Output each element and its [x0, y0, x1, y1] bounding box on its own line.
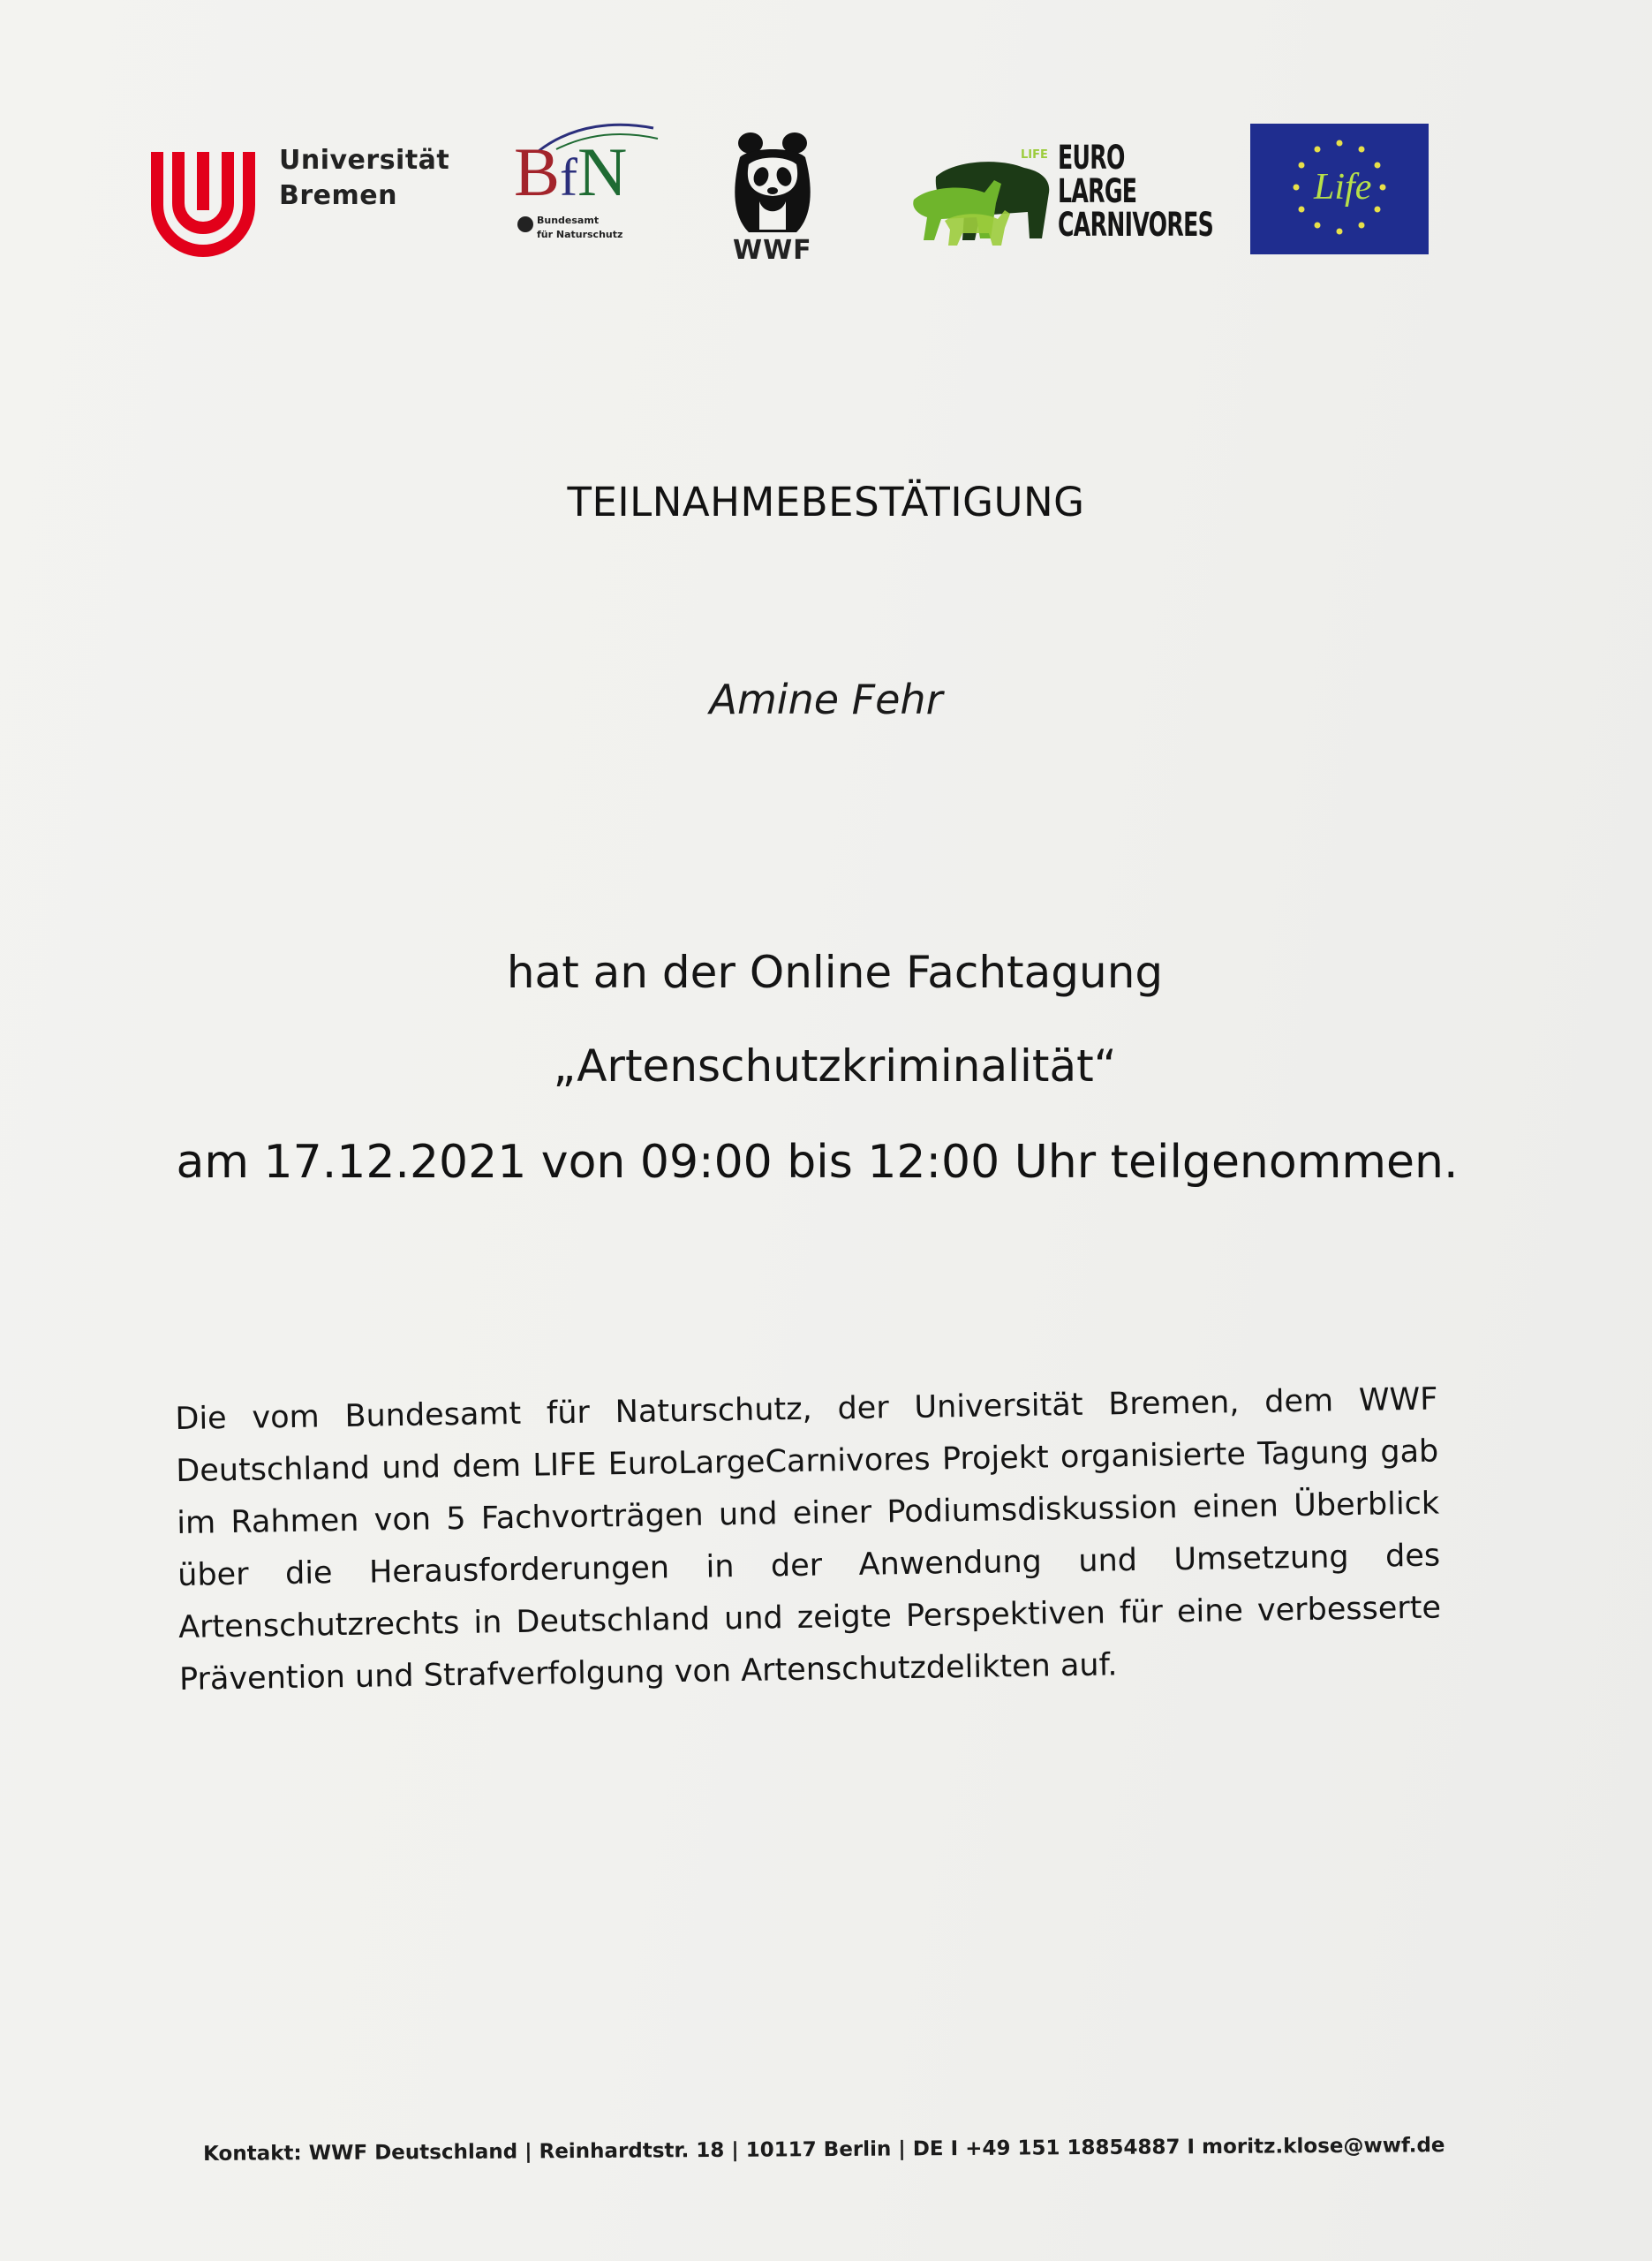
bfn-mark: BfN — [514, 133, 628, 210]
elc-text — [1058, 141, 1213, 242]
participant-name: Amine Fehr — [709, 676, 943, 723]
university-name-line1: Universität — [279, 145, 450, 176]
bfn-line1: Bundesamt — [537, 215, 600, 226]
life-tag: LIFE — [1021, 148, 1048, 162]
elc-line1: EURO — [1058, 139, 1125, 177]
statement-line2: „Artenschutzkriminalität“ — [553, 1040, 1117, 1092]
statement-line1: hat an der Online Fachtagung — [506, 947, 1164, 998]
bfn-logo — [512, 119, 653, 252]
bfn-line2: für Naturschutz — [537, 229, 623, 240]
statement-line3: am 17.12.2021 von 09:00 bis 12:00 Uhr teilgenommen. — [176, 1136, 1459, 1189]
life-word: Life — [1314, 167, 1372, 208]
wwf-text: WWF — [733, 235, 812, 266]
logo-row — [0, 0, 1652, 291]
description-paragraph: Die vom Bundesamt für Naturschutz, der Universität Bremen, dem WWF Deutschland und dem LIFE EuroLargeCarnivores Projekt organisierte Tagung gab im Rahmen von 5 Fachvorträgen und einer Podiumsdiskussion einen Überblick über die Herausforderungen in der Anwendung und Umsetzung des Artenschutzrechts in Deutschland und zeigte Perspektiven für eine verbesserte Prävention und Strafverfolgung von Artenschutzdelikten auf. — [175, 1381, 1442, 1698]
wwf-logo — [724, 131, 821, 266]
universitaet-bremen-logo — [148, 141, 466, 265]
eu-life-logo — [1250, 124, 1429, 254]
elc-line2: LARGE — [1058, 172, 1137, 210]
document-title: TEILNAHMEBESTÄTIGUNG — [567, 479, 1085, 526]
university-name-line2: Bremen — [279, 180, 397, 211]
contact-footer: Kontakt: WWF Deutschland | Reinhardtstr. 18 | 10117 Berlin | DE I +49 151 18854887 I moritz.klose@wwf.de — [203, 2134, 1445, 2166]
university-name — [279, 143, 449, 214]
bfn-globe-icon — [517, 216, 533, 232]
elc-line3: CARNIVORES — [1058, 206, 1214, 244]
bremen-u-icon — [148, 152, 259, 265]
euro-large-carnivores-logo — [909, 139, 1214, 256]
panda-icon — [724, 131, 821, 235]
